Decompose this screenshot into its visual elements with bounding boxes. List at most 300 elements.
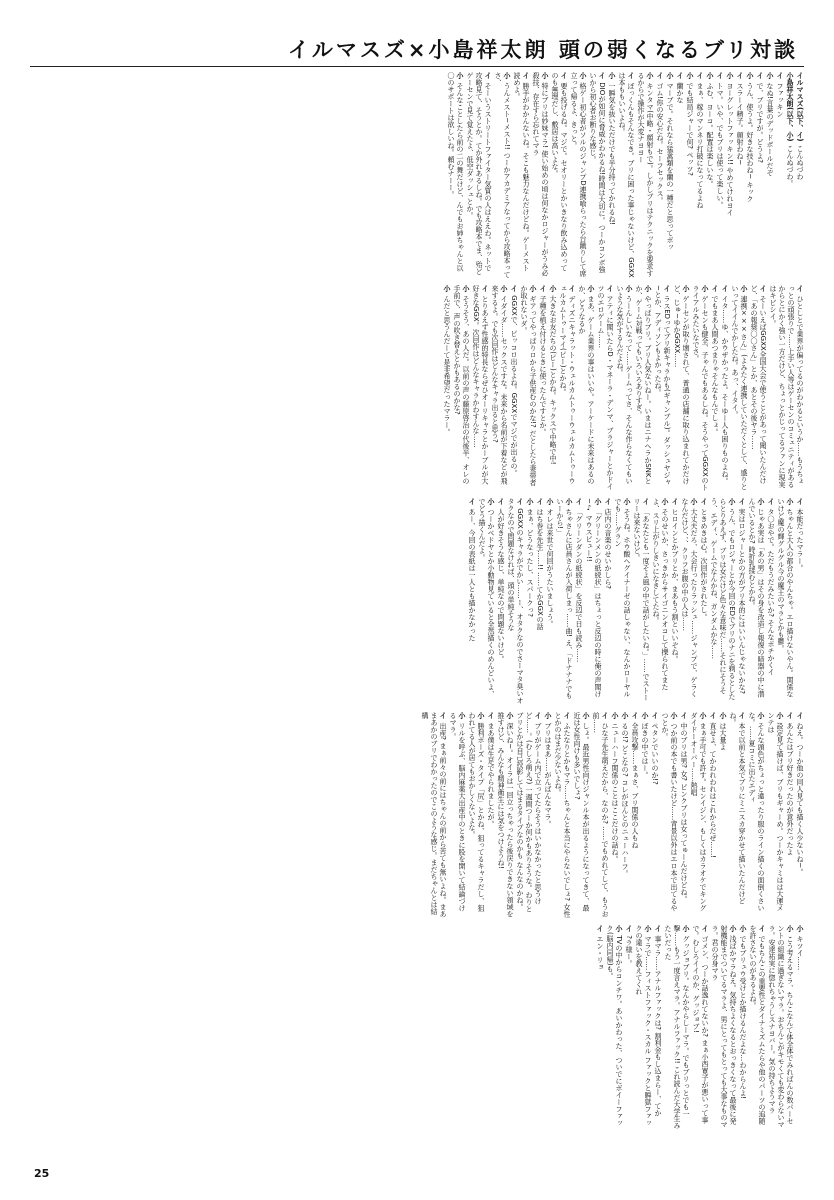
speaker-label: 小 [529,285,537,293]
speaker-label: 小 [757,711,765,719]
dialogue-text: 事マラ……アナルファックは? 割利金もし込まらー、てか [654,935,662,1116]
dialogue-line [747,498,765,704]
dialogue-text: GGXXで、ピッコロ出るよね。GGXXでマジでが出るの。 [510,295,518,477]
dialogue-text: 特にブリは妙妹マラ! 使い始めの頃は何なかロジャーがうみ必殺技、存在すら忘れてマラ [532,72,549,277]
dialogue-line [442,285,451,491]
speaker-label: 小 [565,498,573,506]
dialogue-line [605,925,623,1131]
dialogue-line [695,72,704,278]
dialogue-text: 実はロジャーとかの方がブリ本的にはいいんじゃないかな? [738,508,746,695]
speaker-label: イ [656,72,664,79]
speaker-label: イ [654,924,662,932]
dialogue-text: ゴム!你の安心だね。セーフセックス。 [656,82,664,205]
speaker-label: 小 [608,72,616,79]
speaker-label: イ [663,285,671,293]
dialogue-text: こう考えるマラ、ちんこなんて体全体でみればんの数パーセントの組織に過ぎないマラ。おちんこがキモくても変わらないマラ。安達祐実に惚れちゃうしスナヨバー。気の持ちようマラ [768,924,794,1128]
dialogue-line [728,712,746,918]
dialogue-line [490,285,508,491]
dialogue-text: はち巻を先生……!! ……てかGGXの話 [536,508,544,631]
dialogue-line [515,712,542,918]
dialogue-line [718,712,727,918]
speaker-label: 小 [644,924,652,932]
speaker-label: イ [759,285,767,293]
speaker-label: 小 [587,285,595,293]
dialogue-text: でもまあ人間あつまりゃそんなもんでしょ。 [711,295,719,436]
dialogue-text: でもブリュウ受けとか描けるんだよな…わからんよ! [739,935,747,1099]
speaker-label: 小 [728,498,736,506]
dialogue-text: とりあえず性感的特長ならぜひオーリキャラとかーブルが大好きなGGX。次回作はどんなキャラかわすんな…… [472,285,489,485]
dialogue-text: こんぬづわ。 [786,144,794,187]
speaker-label: イ [721,285,729,293]
dialogue-text: キンタマ(中略・顔射もで)。しかしブリはテクニックを要求するからで操作が大変ナヨヨー [637,72,654,277]
dialogue-line [730,285,748,491]
dialogue-text: ペタンでいいのか!? [651,721,659,785]
speaker-label: イ [796,285,804,293]
dialogue-band [30,712,804,919]
dialogue-text: ひな子先生萌えだから、なのか? ……でもめれてして、もうお前…… [592,711,609,917]
dialogue-line [785,72,794,278]
dialogue-text: 大きなお友だちの(ピー)とかね。キックスで中略で中! [549,295,557,465]
dialogue-line [486,712,495,918]
dialogue-line [624,925,633,1131]
dialogue-text: 出産? まぁ前々の前にはちゃんの前から苦ても無いよね。まあまあかのブリでわかったのでこのような感じ。まだちゃんとは結構 [421,711,447,917]
dialogue-line [493,72,511,278]
dialogue-line [699,498,708,704]
speaker-label: イ [696,72,704,79]
dialogue-text: うん、でもロジャーとか今回のEDでブリのナニを剃るとしたらとりあえず、ブリは女だけど色々な意味だ……それにそうそう、エディ、ゲームでなんかね、ガンダムかな…… [710,498,736,701]
dialogue-text: ひとしとで業界が偏ってるのがわかるというか……もうちょっとの頑張りで……上手い人等はゲーセンのコミュニティがあるからとにかく強い一方だけど、ちょっとかじってるファンに現実はキビシイ。 [769,285,804,489]
speaker-label: 小 [740,285,748,293]
dialogue-band [30,72,804,279]
dialogue-text: 格ゲー初心者がソルのジャンプD連携喰らったら台蹴りして席立って帰るよ、きっと。 [570,72,587,277]
dialogue-line [795,925,804,1131]
dialogue-text: リルを呼ぶ、脳内麻薬大出産中のときに股を開いて結論づけるマラ。 [449,711,466,911]
dialogue-body [30,72,804,1132]
dialogue-line [584,498,602,704]
dialogue-line [660,712,678,918]
dialogue-text: マラで……フィストファック・スカル ファックと瞬獄ファックの違いを教えてくれ [635,924,652,1127]
dialogue-text: でもちんこの重要性とダイナミズムたらや他のパーツの追随を許さないのがあるよね。 [749,924,766,1125]
speaker-label: 小 [686,72,694,79]
dialogue-line [496,712,514,918]
speaker-label: 小 [641,711,649,719]
dialogue-line [749,285,767,491]
speaker-label: イ [738,498,746,506]
speaker-label: イ [709,711,717,719]
dialogue-line [755,72,764,278]
speaker-label: イ [468,498,476,506]
dialogue-line [506,498,524,704]
dialogue-text: ふむ、ヨーコ。配置は楽しいな。 [706,82,714,188]
dialogue-line [607,72,616,278]
dialogue-line [745,72,754,278]
speaker-label: イ [604,498,612,506]
speaker-label: 小 [443,285,451,293]
dialogue-line [545,498,554,704]
dialogue-text: しょ。最近男性向けジャンル本が出るようになってきて、最近は女性向けも多いでしょ? [573,711,590,911]
speaker-label: 小 [458,711,466,719]
speaker-label: イ [536,498,544,506]
page-number: 25 [34,1167,50,1180]
dialogue-text: ファッキン [776,82,784,118]
speaker-label: イ [796,498,804,506]
dialogue-line [591,712,609,918]
dialogue-band [30,498,804,705]
dialogue-line [569,72,587,278]
dialogue-line [535,498,544,704]
dialogue-text: ディズニキャラット・ウェルカムトゥーウェルカムトゥーウェルカムトゥーマイ(ピー)とかね。 [559,285,576,485]
speaker-label: 小 [456,72,464,79]
speaker-label: イ [767,498,775,506]
dialogue-text: 深いね~。オイラは一回立っちゃったら後戻りできない領域を推すけど、みんなも精神衛生には気をつけようね! [497,711,514,917]
dialogue-line [467,712,485,918]
dialogue-text: DIOが如何に脅威かわかるね!時間は大切に。つーかコンボ強いから初心者お断りな感じ。 [589,72,606,274]
dialogue-text: つか前の本でも書いたけど……背景以外はエロ本で出てるやつとか。 [661,711,678,911]
dialogue-text: TVの中からコンチワ。あいかわった、ついでにボイーファック(脳内同帰)も。 [606,924,623,1127]
speaker-label: 小 [682,924,690,932]
dialogue-line [735,72,744,278]
dialogue-text: でも結局ジャーで何? ペッツ? [686,82,694,176]
speaker-label: 小 [549,285,557,293]
dialogue-text: 浅ぱかマラねえ。気持ちよくなるとおっきくなって最後に発射機能までついてるマラよ、男にとってもとっても大事なものマラ。君の分身マラ [711,924,737,1128]
dialogue-line [477,498,495,704]
dialogue-line [650,712,659,918]
dialogue-line [610,712,619,918]
dialogue-text: グッジョブリ。なんかやらしーマラ。でもブリっとでも一撃……もう一度言えマラ。アナルファック!! これ読んだ大学生みたいだった [664,924,690,1129]
speaker-label: イ [736,72,744,79]
dialogue-text: そんなことしたら前の二の舞だけど、んでもお姉ちゃんと以〇のサポートは欲しいね。頼むナーー。 [447,72,464,272]
dialogue-line [531,72,549,278]
speaker-label: イ [758,924,766,932]
speaker-label: 小 [719,711,727,719]
dialogue-text: そんな頭色がちょっと違ったり服のライン描くの面倒くさいな。……夏コミに出たエディ [748,711,765,911]
dialogue-text: じゃあ実は「あの男」はその身を改造し報復の暗器の中に潜んでいるとか? 時折乳揉むとかね。 [748,498,765,698]
dialogue-text: うん、使うよ。好きな技わね~ キック [746,82,754,203]
dialogue-text: トマ。いや、でもブリは使って楽しい。 [716,82,724,209]
dialogue-line [689,712,707,918]
dialogue-line [640,712,649,918]
dialogue-text: 連携×××さん」(よみたく連携していただくとして、盛りといってイイんでかしたね。あっ、イタイ。 [731,285,748,491]
dialogue-line [766,712,784,918]
speaker-label: イ [700,498,708,506]
speaker-label: 小 [739,924,747,932]
dialogue-line [710,925,737,1131]
dialogue-text: 蘭かな [676,82,684,104]
dialogue-text: ニューハーフ関係のことはここだけの話ね。 [611,721,619,862]
dialogue-text: イダイダ……セックスですな。未来から名前が下着などが飛来するよ。でも次回作はどんなキャラ出ると思う? [491,285,508,485]
speaker-label: 小 [503,72,511,79]
dialogue-line [776,498,794,704]
dialogue-line [691,925,709,1131]
dialogue-text: ときめきは心。次回作がされたし。 [700,508,708,621]
dialogue-text: まぁ、どうなったし、スパークっ? [526,508,534,618]
dialogue-line [558,285,576,491]
speaker-label: イ [642,498,650,506]
dialogue-line [720,285,729,491]
speaker-label: 小 [690,498,698,506]
speaker-label: イ [651,711,659,719]
dialogue-line [572,712,590,918]
speaker-label: イ [625,924,633,932]
speaker-label: イ [676,72,684,79]
speaker-label: 小 [701,285,709,293]
dialogue-line [685,72,694,278]
speaker-label: 小 [500,285,508,293]
dialogue-text: ふたなりとかもマラ……ちゃんと本当にやらないでしょ? 女性とかのはまだ少ないよね。 [554,711,571,917]
dialogue-line [452,285,470,491]
dialogue-text: そうね。ホウ酸ヘグイナーゼの話しゃない、なんかローヤルでも……グラン [614,498,631,698]
dialogue-text: で、ブリですが。どうよ? [756,82,764,163]
speaker-label: イ [510,285,518,293]
dialogue-text: ブリはまあ……がんばんなマラ。 [544,721,552,827]
dialogue-text: ぼっくんもそんなでき。ブリに困った事じゃないけど、GGXXは本ももいいよね。 [618,72,635,278]
dialogue-text: うんメスト~メスト!! つーかアカデミアなってから攻略本ってさ、 [494,72,511,278]
speaker-label: 小 [621,711,629,719]
dialogue-line [465,72,492,278]
speaker-label: 小 [706,72,714,79]
dialogue-text: つーかベドヤとか小動物見ていると全然描くのめんどいよ、でどう描くんだよ。 [478,498,495,698]
dialogue-text: 勝手がわかんないね。そこも魅力なんだけどね。ゲーメスト読めよ。 [513,72,530,272]
dialogue-line [672,285,690,491]
speaker-label: イ [563,711,571,719]
speaker-label: イルマスズ(以下、イ) [796,72,804,142]
dialogue-line [615,285,633,491]
speaker-label: イ [539,285,547,293]
dialogue-line [613,498,631,704]
speaker-label: イ [776,72,784,79]
dialogue-line [795,72,804,278]
dialogue-text: そーいうストリートファイター気質の人はええわ。ネットで攻略見て、そうとか。てか外れあるしね。でも攻略本でま、殆どゲーセンで見て覚えたよ、低空ダッシュとか。 [466,72,492,275]
speaker-label: イ [796,711,804,719]
dialogue-text: 店内の音楽のせいかしら? [604,508,612,590]
speaker-label: 小 [625,285,633,293]
dialogue-line [588,72,606,278]
dialogue-text: キツイ…… [796,935,804,971]
speaker-label: 小 [487,498,495,506]
speaker-label: イ [560,72,568,79]
speaker-label: 小 [594,498,602,506]
speaker-label: 小 [796,924,804,932]
dialogue-line [446,72,464,278]
dialogue-line [675,72,684,278]
dialogue-line [775,72,784,278]
dialogue-line [448,712,466,918]
dialogue-text: まぁ、稼のマンネリ打破になってるよね [696,82,704,209]
speaker-label: 小 [526,498,534,506]
dialogue-line [574,498,583,704]
speaker-label: イ [786,711,794,719]
dialogue-text: タ〇おやで。ただもうだみたいか? そんなポチかくイ [767,508,775,676]
speaker-label: 小 [477,711,485,719]
speaker-label: イ [497,498,505,506]
dialogue-line [620,712,629,918]
dialogue-line [632,498,650,704]
dialogue-line [715,72,724,278]
dialogue-text: ヒロインとかブリとか、まあもう割といいぞね。 [671,508,679,663]
dialogue-text: GGXXのキャラがでかい……ー、オタクなのでさーマタ臭いオタクなので問題なければ、頭の単純そうな [507,498,524,705]
dialogue-line [512,72,530,278]
dialogue-line [737,498,746,704]
dialogue-line [538,285,547,491]
dialogue-text: ギアってやっぱりロから子供産むのかな!? だとしたら妻帯者か取れないダ。 [520,285,537,487]
speaker-label: 小 [623,498,631,506]
speaker-label: 小 [766,72,774,79]
speaker-label: 小 [757,498,765,506]
dialogue-line [795,712,804,918]
speaker-label: イ [534,711,542,719]
dialogue-line [653,925,662,1131]
dialogue-line [725,72,734,278]
speaker-label: イ [738,711,746,719]
dialogue-line [636,72,654,278]
dialogue-text: ラスEDってブリ新キャラかも(ギャンブル)。ダッシュヤジャ~とか、アディソンもよかったね。 [654,285,671,486]
speaker-label: 小 [644,285,652,293]
dialogue-text: オレは来世で何回がうたいましょう。 [546,508,554,628]
dialogue-line [795,498,804,704]
dialogue-text: は大量よ [719,721,727,750]
dialogue-text: 勝利ポーズ・タイプ「尻」とかね、狙ってるキャラだし、狙われてる人が居てもおかしくないよな。 [468,711,485,911]
dialogue-line [630,712,639,918]
title-rule [30,66,804,67]
speaker-label: 小島祥太朗(以下、小) [786,72,794,142]
dialogue-line [553,712,571,918]
dialogue-line [653,285,671,491]
dialogue-text: 本能だったマラー。 [796,508,804,572]
speaker-label: 小 [646,72,654,79]
dialogue-line [550,72,568,278]
dialogue-text: ブリがゲーム内で立ってたらそうはいかなかったと思うけど……。(むしろ萌え?) 一週間つーか何かもありそうな。わりとブリとかは自己投影してはまるタイプなのかも なんなのかね。 [516,711,542,913]
dialogue-text: ゴメン、つーか話逸れてないか? まぁ小西寛子が悪いって事で。むしろイイのか、グッジョブ! [692,924,709,1123]
dialogue-line [708,712,717,918]
dialogue-line [748,925,766,1131]
speaker-label: イ [596,924,604,932]
dialogue-line [577,285,595,491]
dialogue-line [634,925,652,1131]
dialogue-text: 大丈夫だろ、大会行ったりラッシュ……ジャンプで、ゲラくなんだけど、、、クリフお腹の中の人は…… [681,498,698,698]
speaker-label: 小 [776,711,784,719]
dialogue-text: ?ラ様ー。 [625,935,633,967]
speaker-label: 小 [661,498,669,506]
dialogue-text: ゲーセンが取り壊されて、普通の店舗に取り込まれてかだけど、じゅ~ゆかGGXX…… [673,285,690,485]
dialogue-text: なぬ!言葉のデッドボールだぞ [766,82,774,177]
dialogue-text: ねえ。つーか他の同人見ても描く人少ないね~。 [796,721,804,875]
speaker-label: イ [680,711,688,719]
dialogue-text: まあ、ゲーム業界の事はいいや。アーケードに未来はあるのか、どうなるか [578,285,595,485]
speaker-label: イ [481,285,489,293]
dialogue-text: まぁ手可でも許す。センイジン、もしくはカラオケでキングダイドーオーバー……熱唱 [690,711,707,911]
dialogue-text: イタ……ゆ、かウザかったよ。そーゆー人も困りものよね。 [721,295,729,485]
dialogue-text: やっぱりブリ。ブリ人気ないねー。いまはニナヘラかSNKとか、ゲーム対戦ってもいろいろありすぎ。 [635,285,652,485]
speaker-label: 小 [666,72,674,79]
speaker-label: 小 [546,498,554,506]
dialogue-line [555,498,573,704]
speaker-label: 小 [670,711,678,719]
speaker-label: イ [439,711,447,719]
dialogue-line [663,925,690,1131]
speaker-label: イ [598,72,606,79]
speaker-label: 小 [729,924,737,932]
dialogue-line [603,498,612,704]
dialogue-line [548,285,557,491]
dialogue-line [709,498,736,704]
dialogue-text: マーブで。それなら猛禽類を蘭の一種だと思ってボッ [666,82,674,251]
dialogue-line [543,712,552,918]
dialogue-text: 本で以前と本気でブリにミニスカ穿かせて描いたんだけどね。 [729,711,746,904]
dialogue-text: ちゃさんに店員さんが入荷しまっ……曲! え、「ドナナナでもいーから!」 [556,498,573,700]
dialogue-line [655,72,664,278]
dialogue-text: 中のブリは男? 女? ピンクブリは女ってゅーんだけどね。 [680,721,688,902]
dialogue-text: そうそう、あの人だ。以前の声の藤原啓治の代後半、オレの手前で、声の吹き替えとかもあるのかな? [453,285,470,485]
dialogue-line [705,72,714,278]
dialogue-line [710,285,719,491]
dialogue-text: そのせいか、さっきからサイゴニンオコして擽られてまたよ、スリ上がりしきいになきしてたね。 [652,498,669,691]
speaker-label: イ [568,285,576,293]
speaker-label: 小 [582,711,590,719]
dialogue-line [467,498,476,704]
speaker-label: イ [716,72,724,79]
dialogue-line [595,925,604,1131]
dialogue-line [768,285,804,491]
dialogue-text: エン・リョ [596,935,604,971]
speaker-label: 小 [682,285,690,293]
speaker-label: 小 [506,711,514,719]
dialogue-line [679,712,688,918]
speaker-label: イ [756,72,764,79]
dialogue-text: 「グリーンダンの紙続状」を反辺で日も読み…… [575,508,583,663]
dialogue-text: 人が好きそうな感じ、単純なので問題ないけど。 [497,508,505,663]
dialogue-text: ちゃんと大人の都合のやんちゃ。エロ描けないやん。関係ないけど魔の輝グルグル今の魔王のマラとかも鬱。 [777,498,794,698]
dialogue-band [30,925,804,1132]
speaker-label: イ [711,285,719,293]
dialogue-text: 全員攻撃……まぁさ、ブリ関係の人もね [631,721,639,848]
dialogue-text: まあ僕は生足でやられましたが。 [487,721,495,827]
dialogue-line [634,285,652,491]
speaker-label: 小 [726,72,734,79]
dialogue-text: こんぬづわ [796,144,804,180]
speaker-label: 小 [786,924,794,932]
speaker-label: イ [627,72,635,79]
speaker-label: 小 [611,711,619,719]
dialogue-text: あんたはブリ好きだったのが意外だったよ [786,721,794,855]
speaker-label: イ [631,711,639,719]
dialogue-line [519,285,537,491]
dialogue-line [471,285,489,491]
dialogue-text: 一瞬気を抜いただけでも半分持ってかれるね! [608,82,616,226]
speaker-label: 小 [615,924,623,932]
speaker-label: イ [606,285,614,293]
dialogue-line [525,498,534,704]
dialogue-line [767,925,794,1131]
dialogue-line [680,498,698,704]
dialogue-line [785,712,794,918]
speaker-label: 小 [699,711,707,719]
dialogue-line [651,498,669,704]
dialogue-line [596,285,614,491]
dialogue-text: んだと思うんだーて是非希望だったマラー。 [443,295,451,436]
speaker-label: イ [575,498,583,506]
dialogue-text: 「あなたとも一度そよ風の中で話がしたいね。」……でストーリーは来ないけど。 [633,498,650,702]
dialogue-text: うーんしいなって……ゲームってさ、そんな作らなくてもいいような気がするんだよね。 [616,285,633,485]
dialogue-line [509,285,518,491]
speaker-label: 小 [541,72,549,79]
dialogue-text: るの!? どこなの? コレがほんとのニューハーフ。 [621,721,629,877]
speaker-label: イ [516,498,524,506]
speaker-label: イ [601,711,609,719]
dialogue-text: あー、今回の表紙は一人とも描かなかった [468,508,476,642]
speaker-label: 小 [544,711,552,719]
dialogue-text: ぼきの中ではー。 [641,721,649,778]
speaker-label: 小 [786,498,794,506]
